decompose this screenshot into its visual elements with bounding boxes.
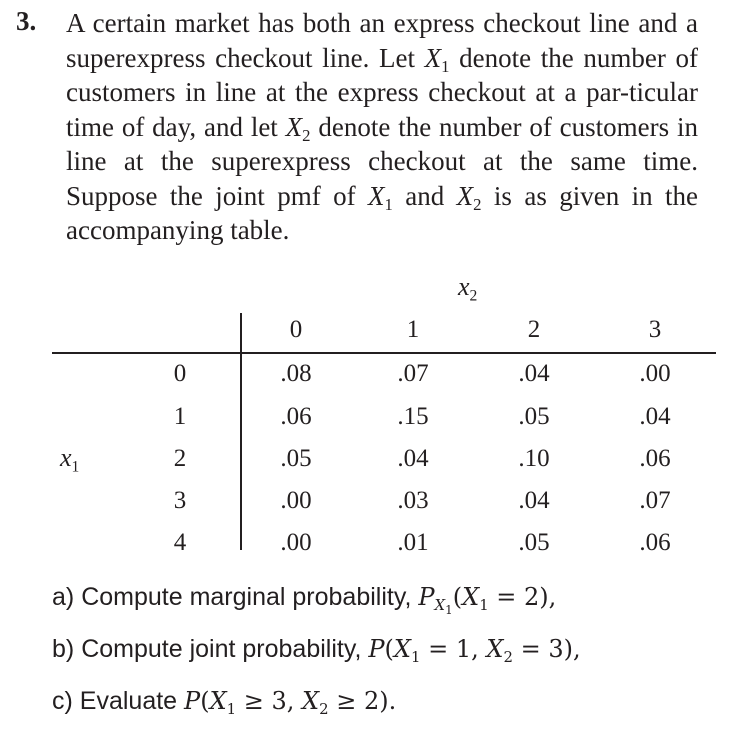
row-header: 0 [173, 360, 187, 387]
pmf-cell: .10 [518, 445, 550, 472]
question-list [52, 583, 581, 739]
row-header: 3 [173, 487, 187, 514]
statement-part: is as given in the accompanying table. [66, 180, 699, 245]
question-a [52, 583, 581, 635]
pmf-cell: .08 [280, 360, 312, 387]
row-header: 4 [173, 529, 187, 556]
pmf-cell: .00 [639, 360, 671, 387]
pmf-cell: .15 [397, 403, 429, 430]
var-x2: $X_2$ [456, 180, 482, 214]
question-text: Compute marginal probability, [81, 583, 412, 611]
row-header: 2 [173, 445, 187, 472]
question-text: Evaluate [79, 687, 178, 715]
pmf-cell: .06 [639, 529, 671, 556]
var-x2: $X_2$ [285, 111, 311, 145]
column-header: 1 [406, 316, 420, 343]
question-math: $P(X_1 = 1$, $X_2 = 3$), [368, 635, 581, 667]
pmf-cell: .00 [280, 487, 312, 514]
table-header-rule [52, 352, 716, 354]
question-c [52, 687, 581, 739]
question-math: $P_{X_1}(X_1 = 2)$, [418, 583, 557, 618]
pmf-cell: .04 [639, 403, 671, 430]
question-label: c) [52, 687, 73, 715]
row-header: 1 [173, 403, 187, 430]
var-x1: $X_1$ [367, 180, 393, 214]
problem-number: 3. [16, 6, 37, 36]
x1-axis-label: $x_1$ [60, 443, 80, 476]
x2-axis-label: $x_2$ [458, 272, 478, 305]
question-b [52, 635, 581, 687]
pmf-cell: .00 [280, 529, 312, 556]
pmf-cell: .06 [280, 403, 312, 430]
statement-part: and [392, 180, 457, 211]
column-header: 3 [648, 316, 662, 343]
pmf-cell: .01 [397, 529, 429, 556]
pmf-cell: .07 [397, 360, 429, 387]
problem-statement [66, 6, 698, 248]
question-text: Compute joint probability, [81, 635, 362, 663]
statement-part: denote the number of customers in line at the superexpress checkout at the same time. Suppose the joint pmf of [66, 111, 698, 211]
pmf-cell: .05 [518, 529, 550, 556]
pmf-cell: .06 [639, 445, 671, 472]
statement-part: A certain market has both an express checkout line and a superexpress checkout line. Let [66, 8, 698, 73]
pmf-cell: .04 [518, 360, 550, 387]
column-header: 2 [527, 316, 541, 343]
pmf-cell: .04 [397, 445, 429, 472]
pmf-cell: .05 [280, 445, 312, 472]
var-x1: $X_1$ [424, 42, 450, 76]
pmf-cell: .07 [639, 487, 671, 514]
pmf-cell: .04 [518, 487, 550, 514]
pmf-cell: .05 [518, 403, 550, 430]
question-label: a) [52, 583, 75, 611]
table-row-header-rule [240, 313, 242, 550]
pmf-cell: .03 [397, 487, 429, 514]
question-math: $P(X_1 \ge 3$, $X_2 \ge 2$). [184, 687, 397, 719]
column-header: 0 [289, 316, 303, 343]
question-label: b) [52, 635, 75, 663]
statement-part: denote the number of customers in line at the express checkout at a par-ticular time of day, and let [66, 42, 698, 142]
